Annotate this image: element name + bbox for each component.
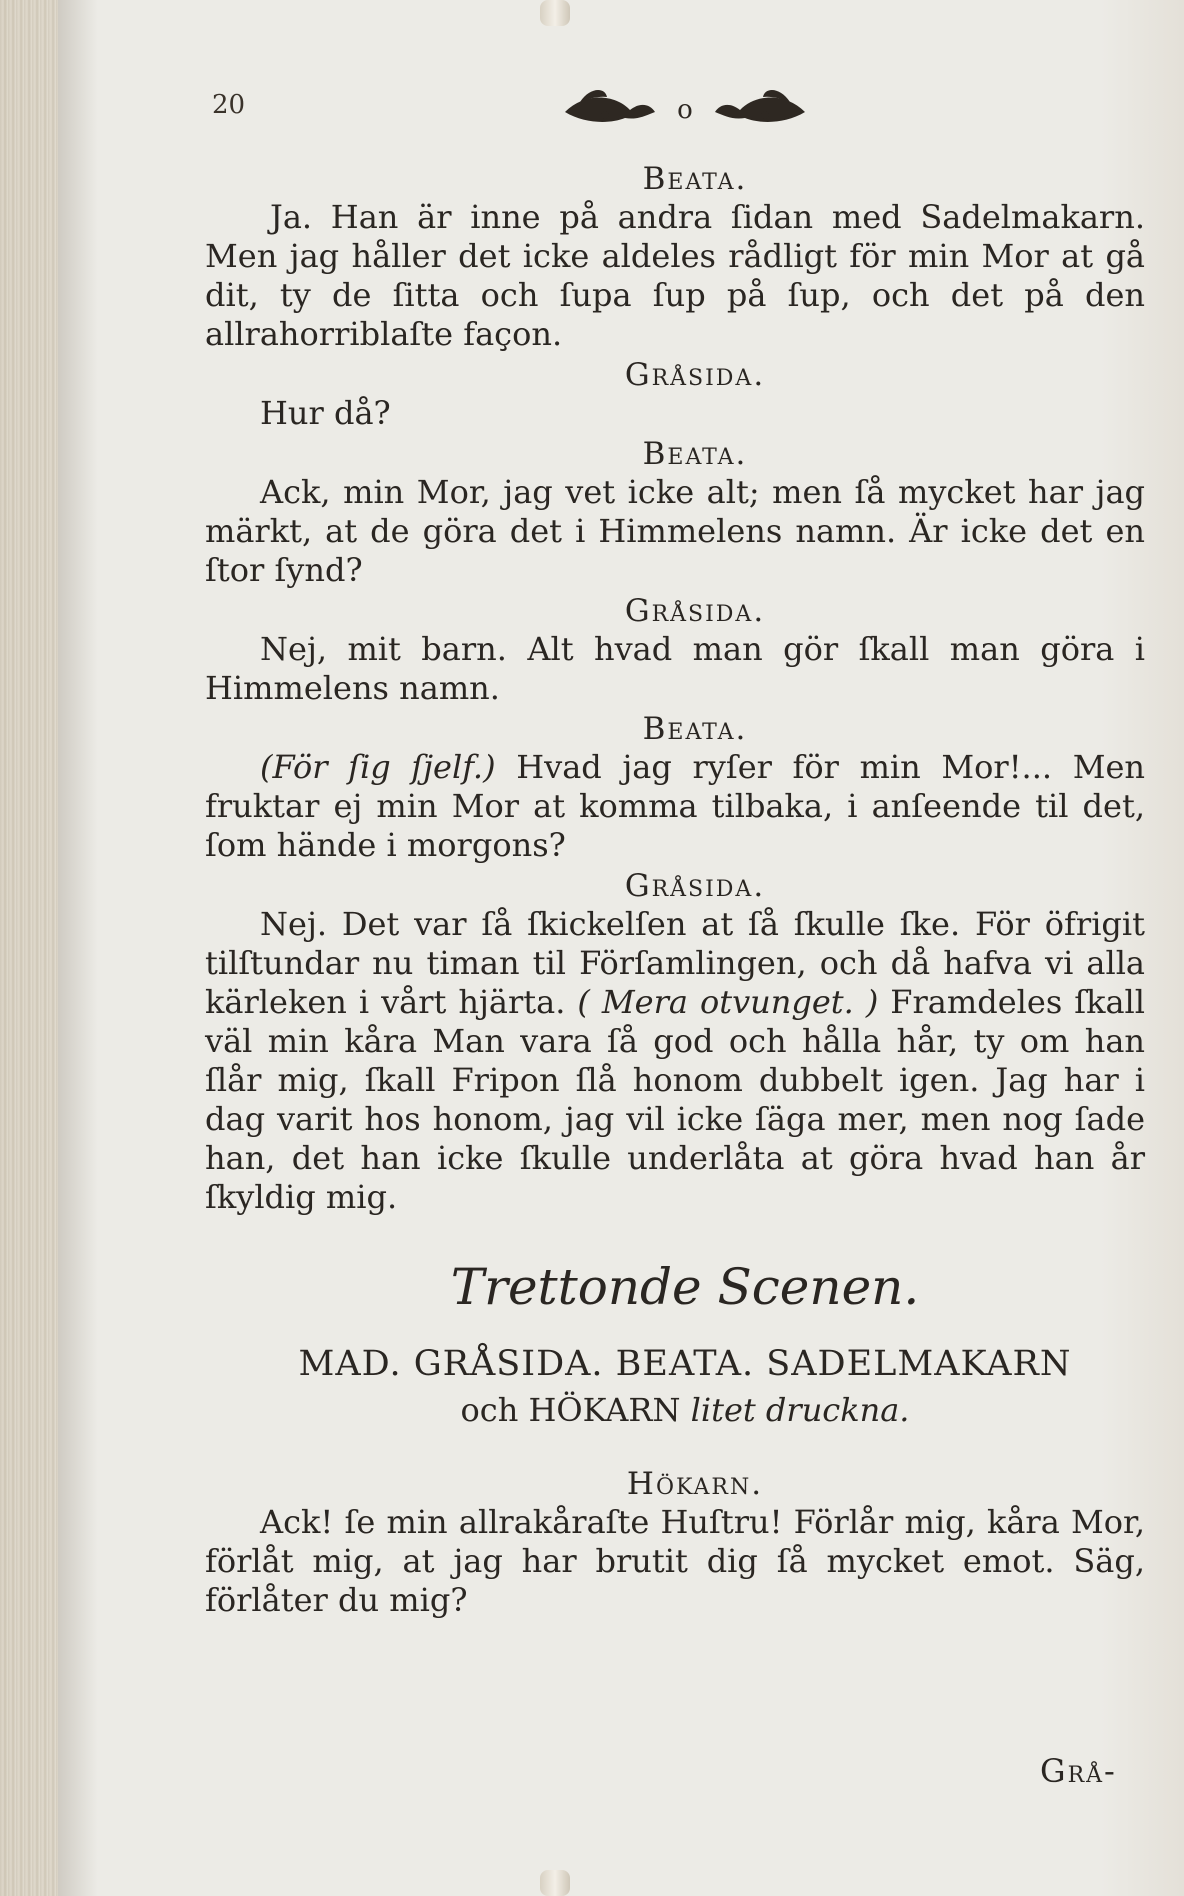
speech: Ack! ſe min allrakåraſte Huſtru! Förlår mig, kåra Mor, förlåt mig, at jag har brutit dig ſå mycket emot. Säg, förlåter du mig?	[205, 1503, 1145, 1619]
speech-text: Framdeles ſkall väl min kåra Man vara ſå god och hålla hår, ty om han ſlår mig, ſkall Fripon ſlå honom dubbelt igen. Jag har i dag varit hos honom, jag vil icke ſäga mer, men nog ſade han, det han icke ſkulle underlåta at göra hvad han år ſkyldig mig.	[205, 983, 1146, 1216]
stage-direction: (För ſig ſjelf.)	[260, 748, 496, 786]
catchword: Grå-	[1040, 1752, 1117, 1790]
speaker-beata: Beata.	[642, 161, 748, 197]
speaker-grasida: Gråsida.	[624, 357, 766, 393]
speech: Hur då?	[260, 394, 391, 432]
speaker-grasida: Gråsida.	[624, 593, 766, 629]
speech: Ja. Han är inne på andra ſidan med Sadelmakarn. Men jag håller det icke aldeles rådligt för min Mor at gå dit, ty de ſitta och ſupa ſup på ſup, och det på den allrahorriblaſte façon.	[205, 198, 1145, 353]
speech-text: Hvad jag ryſer för min Mor!... Men fruktar ej min Mor at komma tilbaka, i anſeende til det, ſom hände i morgons?	[205, 748, 1146, 864]
gutter-shadow	[58, 0, 98, 1896]
speaker-beata: Beata.	[642, 436, 748, 472]
binding-thread-top	[540, 0, 570, 26]
speech: Ack, min Mor, jag vet icke alt; men ſå mycket har jag märkt, at de göra det i Himmelens namn. Är icke det en ſtor ſynd?	[205, 473, 1145, 589]
page-number: 20	[212, 90, 246, 120]
speech	[205, 748, 1145, 865]
ornament-center: o	[677, 95, 693, 125]
binding-thread-bottom	[540, 1870, 570, 1896]
cast-list: MAD. GRÅSIDA. BEATA. SADELMAKARN	[298, 1344, 1072, 1384]
page-header	[200, 82, 840, 132]
speech	[205, 905, 1145, 1217]
floral-ornament-icon	[545, 82, 825, 132]
stage-direction: ( Mera otvunget. )	[577, 983, 879, 1021]
speaker-hokarn: Hökarn.	[626, 1466, 764, 1502]
cast-names: och HÖKARN	[460, 1391, 681, 1429]
speaker-beata: Beata.	[642, 711, 748, 747]
cast-direction: litet druckna.	[690, 1391, 910, 1429]
speech-text: Nej. Det var ſå ſkickelſen at ſå ſkulle ſke. För öfrigit tilſtundar nu timan til Förſamlingen, och då hafva vi alla kärleken i vårt hjärta.	[205, 905, 1145, 1021]
speaker-grasida: Gråsida.	[624, 868, 766, 904]
scene-title: Trettonde Scenen.	[450, 1258, 920, 1316]
page-gutter	[0, 0, 58, 1896]
cast-list-continued	[205, 1389, 1145, 1431]
page-text	[205, 158, 1145, 1620]
speech: Nej, mit barn. Alt hvad man gör ſkall man göra i Himmelens namn.	[205, 630, 1145, 707]
